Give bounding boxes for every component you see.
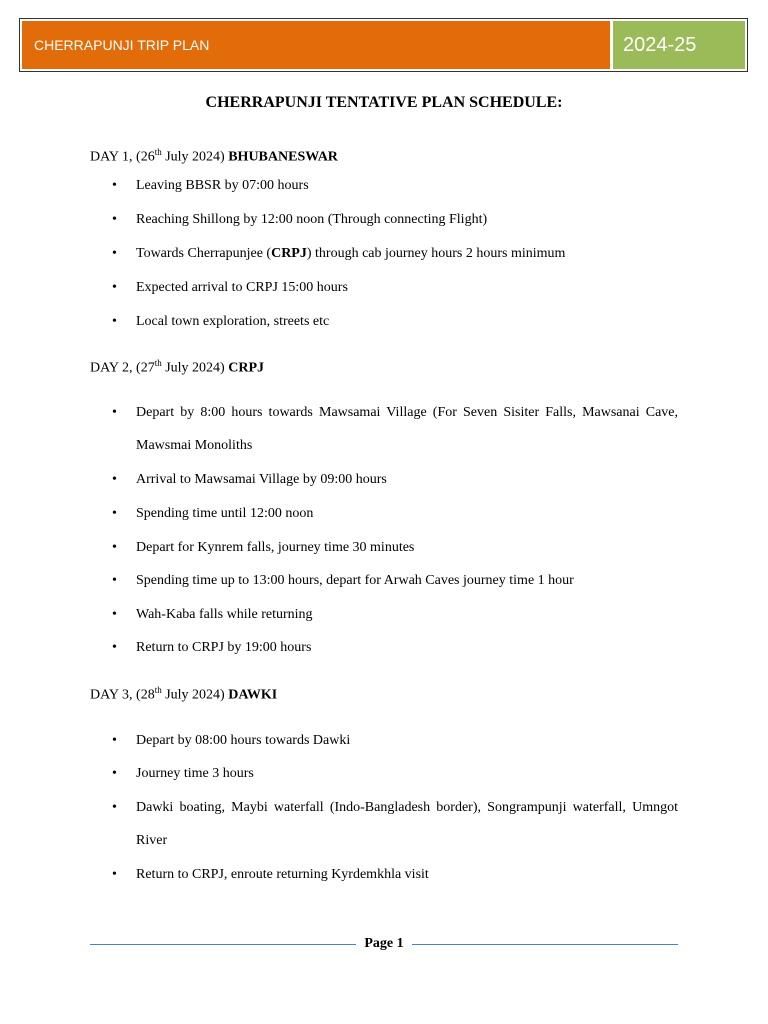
list-item: • Dawki boating, Maybi waterfall (Indo-Bangladesh border), Songrampunji waterfall, Umngot River	[90, 800, 678, 867]
list-item: • Reaching Shillong by 12:00 noon (Through connecting Flight)	[90, 212, 678, 246]
list-item: • Spending time until 12:00 noon	[90, 506, 678, 540]
list-item: • Spending time up to 13:00 hours, depart for Arwah Caves journey time 1 hour	[90, 573, 678, 607]
day-3-date: July 2024)	[161, 687, 229, 703]
day-3-suffix: th	[154, 685, 162, 695]
list-item: • Journey time 3 hours	[90, 766, 678, 800]
header-title-box	[22, 21, 610, 69]
list-item: • Towards Cherrapunjee (CRPJ) through cab journey hours 2 hours minimum	[90, 246, 678, 280]
list-item: • Expected arrival to CRPJ 15:00 hours	[90, 280, 678, 314]
day-1-place: BHUBANESWAR	[228, 149, 338, 165]
day-2-date: July 2024)	[161, 360, 229, 376]
header-year-box	[613, 21, 745, 69]
day-3-list	[90, 733, 678, 901]
day-1-suffix: th	[154, 147, 162, 157]
day-2-prefix: DAY 2, (27	[90, 360, 155, 376]
list-item: • Depart by 8:00 hours towards Mawsamai Village (For Seven Sisiter Falls, Mawsanai Cave, Mawsmai Monoliths	[90, 405, 678, 472]
day-3-prefix: DAY 3, (28	[90, 687, 155, 703]
day-1-prefix: DAY 1, (26	[90, 149, 155, 165]
document-title: CHERRAPUNJI TENTATIVE PLAN SCHEDULE:	[205, 94, 563, 111]
day-3-heading	[90, 685, 277, 704]
list-item: • Local town exploration, streets etc	[90, 314, 678, 348]
day-2-list	[90, 405, 678, 674]
footer-rule-right	[412, 944, 678, 945]
day-2-suffix: th	[154, 358, 162, 368]
list-item: • Leaving BBSR by 07:00 hours	[90, 178, 678, 212]
day-2-heading	[90, 358, 264, 377]
day-2-place: CRPJ	[228, 360, 264, 376]
day-1-heading	[90, 147, 338, 166]
header-title: CHERRAPUNJI TRIP PLAN	[34, 37, 210, 53]
day-3-place: DAWKI	[228, 687, 278, 703]
footer-rule-left	[90, 944, 356, 945]
list-item: • Return to CRPJ, enroute returning Kyrdemkhla visit	[90, 867, 678, 901]
list-item: • Return to CRPJ by 19:00 hours	[90, 640, 678, 674]
list-item: • Wah-Kaba falls while returning	[90, 607, 678, 640]
list-item: • Depart by 08:00 hours towards Dawki	[90, 733, 678, 766]
list-item: • Depart for Kynrem falls, journey time 30 minutes	[90, 540, 678, 573]
day-1-list	[90, 178, 678, 348]
header-banner	[19, 18, 748, 72]
header-year: 2024-25	[623, 33, 697, 56]
list-item: • Arrival to Mawsamai Village by 09:00 hours	[90, 472, 678, 506]
page-number: Page 1	[364, 936, 404, 951]
day-1-date: July 2024)	[161, 149, 229, 165]
page-footer	[90, 934, 678, 954]
